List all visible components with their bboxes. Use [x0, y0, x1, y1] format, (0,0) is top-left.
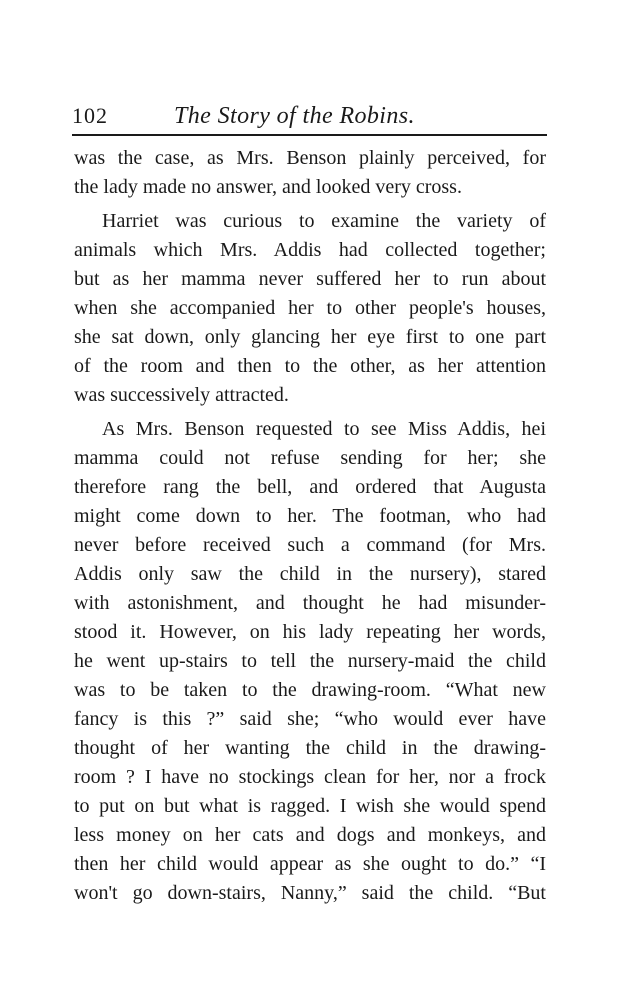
text-line: less money on her cats and dogs and monkeys, and [74, 824, 546, 846]
text-line: animals which Mrs. Addis had collected together; [74, 239, 546, 261]
text-line: to put on but what is ragged. I wish she would spend [74, 795, 546, 817]
text-line: never before received such a command (for Mrs. [74, 534, 546, 556]
text-line: therefore rang the bell, and ordered that Augusta [74, 476, 546, 498]
text-line: was successively attracted. [74, 384, 289, 406]
text-line: fancy is this ?” said she; “who would ever have [74, 708, 546, 730]
body-text [74, 144, 546, 908]
text-line: Addis only saw the child in the nursery), stared [74, 563, 546, 585]
text-line: when she accompanied her to other people's houses, [74, 297, 546, 319]
page-header [72, 100, 548, 132]
text-line: Harriet was curious to examine the variety of [102, 210, 546, 232]
text-line: mamma could not refuse sending for her; she [74, 447, 546, 469]
text-line: she sat down, only glancing her eye first to one part [74, 326, 546, 348]
text-line: he went up-stairs to tell the nursery-maid the child [74, 650, 546, 672]
text-line: then her child would appear as she ought to do.” “I [74, 853, 546, 875]
text-line: the lady made no answer, and looked very cross. [74, 176, 462, 198]
text-line: won't go down-stairs, Nanny,” said the child. “But [74, 882, 546, 904]
page-number: 102 [72, 103, 108, 128]
text-line: stood it. However, on his lady repeating her words, [74, 621, 546, 643]
text-line: was to be taken to the drawing-room. “What new [74, 679, 546, 701]
text-line: of the room and then to the other, as her attention [74, 355, 546, 377]
running-title: The Story of the Robins. [174, 103, 415, 129]
header-rule [72, 134, 547, 136]
text-line: might come down to her. The footman, who had [74, 505, 546, 527]
text-line: room ? I have no stockings clean for her, nor a frock [74, 766, 546, 788]
text-line: was the case, as Mrs. Benson plainly perceived, for [74, 147, 546, 169]
text-line: thought of her wanting the child in the drawing- [74, 737, 546, 759]
text-line: but as her mamma never suffered her to run about [74, 268, 546, 290]
text-line: As Mrs. Benson requested to see Miss Addis, hei [102, 418, 546, 440]
text-line: with astonishment, and thought he had misunder- [74, 592, 546, 614]
